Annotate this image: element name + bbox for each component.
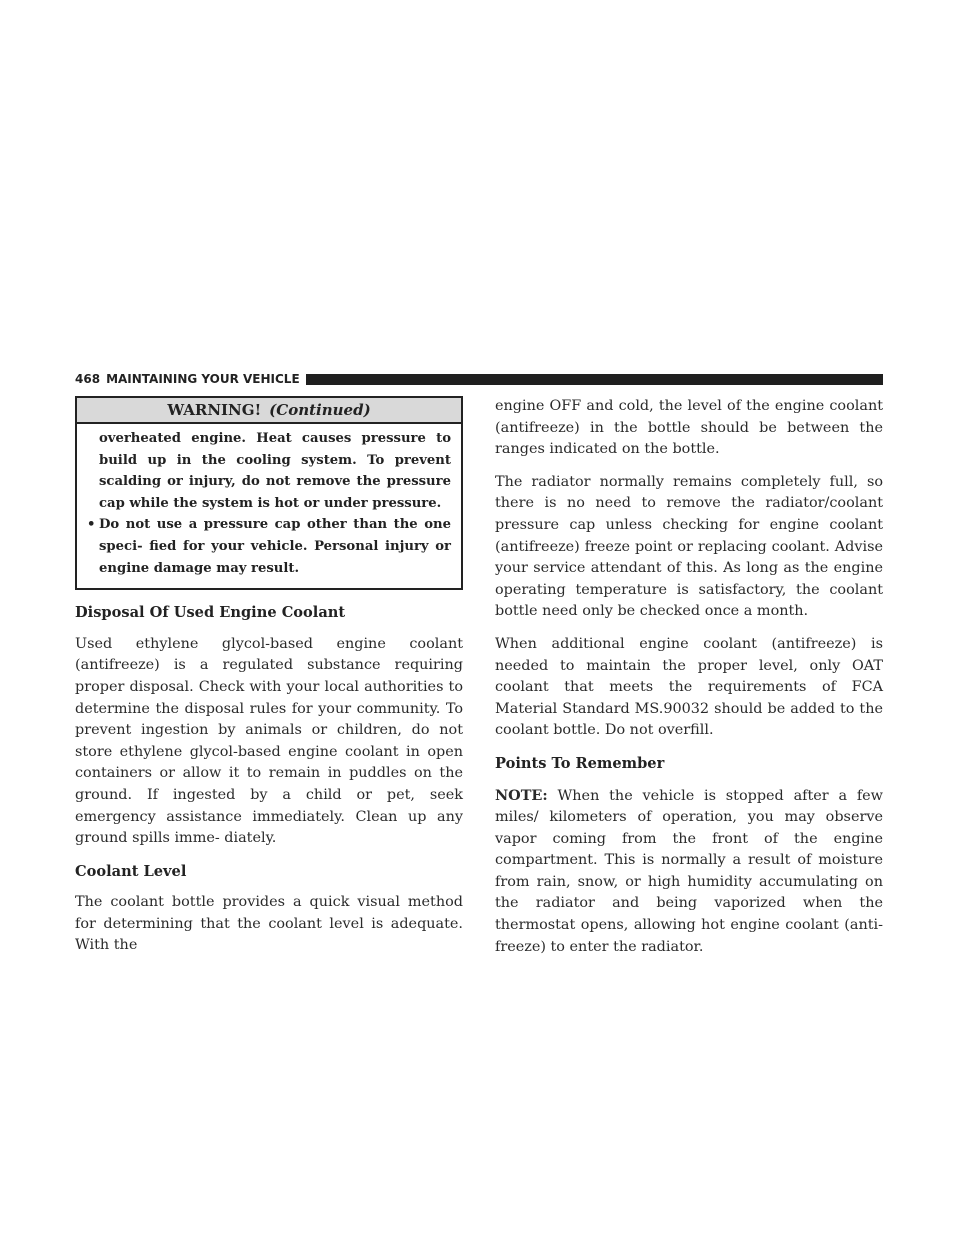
- warning-box: [75, 396, 463, 590]
- disposal-text: Used ethylene glycol-based engine coolant (antifreeze) is a regulated substance requiring proper disposal. Check with your local authorities to determine the disposal rules for your community. To prevent ingestion by animals or children, do not store ethylene glycol-based engine coolant in open containers or allow it to remain in puddles on the ground. If ingested by a child or pet, seek emergency assistance immediately. Clean up any ground spills imme- diately.: [75, 635, 463, 847]
- section-title: MAINTAINING YOUR VEHICLE: [106, 372, 300, 386]
- note-label: NOTE:: [495, 786, 548, 804]
- left-column: [75, 396, 463, 968]
- radiator-text: The radiator normally remains completely full, so there is no need to remove the radiator/coolant pressure cap unless checking for engine coolant (antifreeze) freeze point or replacing coolant. Advise your service attendant of this. As long as the engine operating temperature is satisfactory, the coolant bottle need only be checked once a month.: [495, 473, 883, 620]
- right-column: [495, 396, 883, 969]
- warning-header: [77, 398, 461, 424]
- coolant-level-text: The coolant bottle provides a quick visual method for determining that the coolant level is adequate. With the: [75, 894, 463, 954]
- warning-body: [77, 424, 461, 588]
- bullet-icon: •: [87, 517, 96, 533]
- warning-paragraph: overheated engine. Heat causes pressure to build up in the cooling system. To prevent scalding or injury, do not remove the pressure cap while the system is hot or under pressure.: [99, 431, 451, 511]
- warning-title: WARNING!: [167, 401, 262, 419]
- header-rule: [306, 374, 883, 385]
- page-header: [75, 372, 883, 386]
- points-heading: Points To Remember: [495, 754, 665, 772]
- coolant-level-heading: Coolant Level: [75, 862, 187, 880]
- note-text: When the vehicle is stopped after a few miles/ kilometers of operation, you may observe vapor coming from the front of the engine compartment. This is normally a result of moisture from rain, snow, or high humidity accumulating on the radiator and being vaporized when the thermostat opens, allowing hot engine coolant (anti- freeze) to enter the radiator.: [495, 787, 883, 955]
- warning-bullet-text: Do not use a pressure cap other than the one speci- fied for your vehicle. Personal injury or engine damage may result.: [99, 517, 451, 576]
- coolant-level-text-continued: engine OFF and cold, the level of the engine coolant (antifreeze) in the bottle should be between the ranges indicated on the bottle.: [495, 398, 883, 458]
- additional-coolant-text: When additional engine coolant (antifreeze) is needed to maintain the proper level, only OAT coolant that meets the requirements of FCA Material Standard MS.90032 should be added to the coolant bottle. Do not overfill.: [495, 635, 883, 739]
- disposal-heading: Disposal Of Used Engine Coolant: [75, 604, 346, 622]
- warning-continued: (Continued): [269, 401, 371, 419]
- note-paragraph: [495, 785, 883, 959]
- warning-bullet-item: [87, 514, 451, 579]
- page-number: 468: [75, 372, 101, 386]
